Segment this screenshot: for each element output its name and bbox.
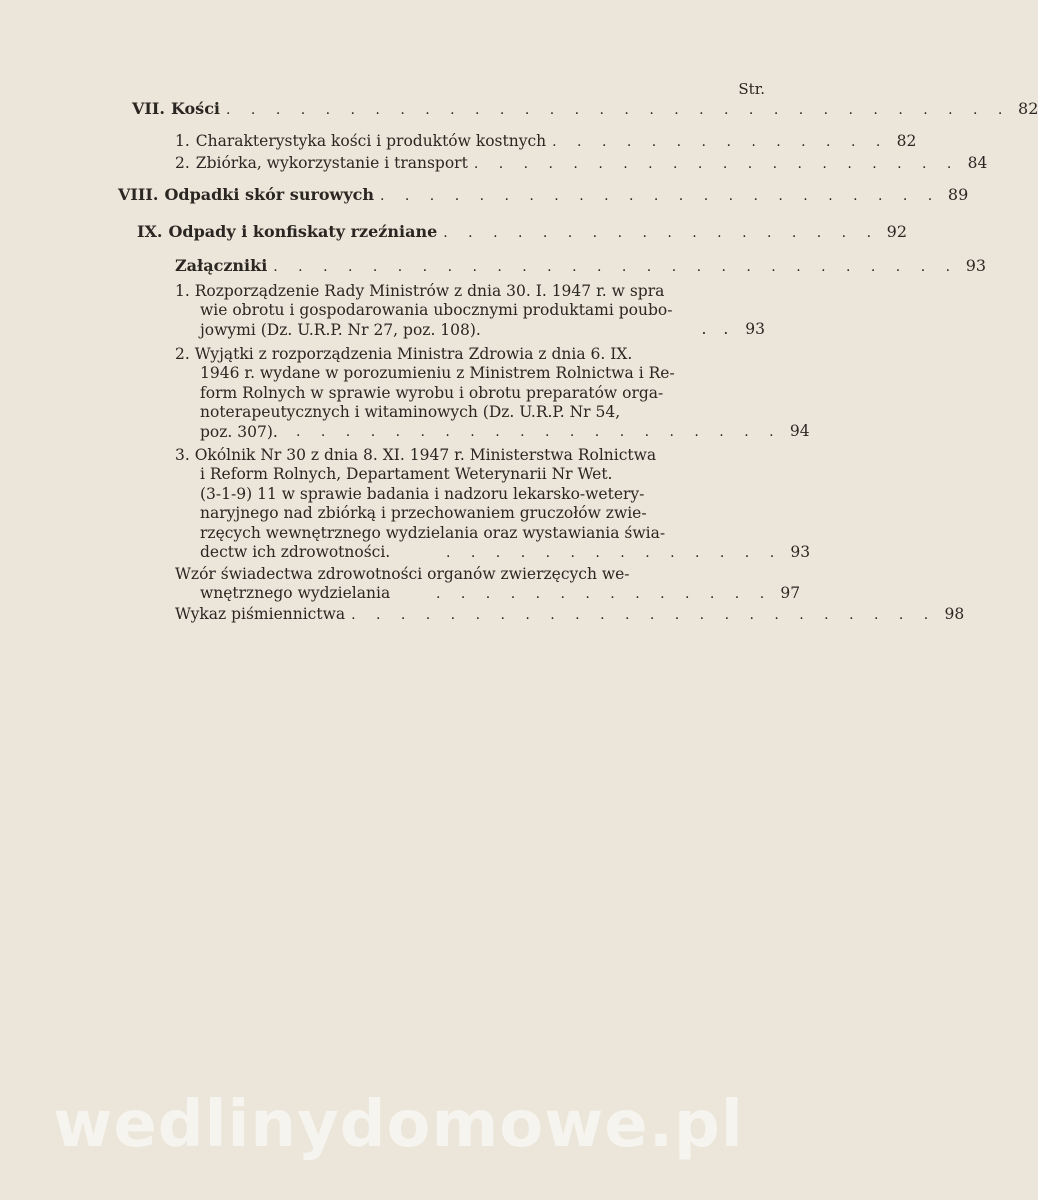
entry-line: dectw ich zdrowotności. xyxy=(200,543,391,562)
toc-entry-attachments xyxy=(175,256,987,277)
dot-leader: . . . . . . . . . . . . . . xyxy=(436,586,773,602)
item-title: Charakterystyka kości i produktów kostnych xyxy=(195,132,547,150)
item-title: Zbiórka, wykorzystanie i transport xyxy=(195,154,468,172)
toc-attachment-1 xyxy=(175,282,735,340)
page-number: 92 xyxy=(886,222,908,241)
entry-line: naryjnego nad zbiórką i przechowaniem gruczołów zwie- xyxy=(200,504,647,523)
entry-line: noterapeutycznych i witaminowych (Dz. U.R.P. Nr 54, xyxy=(200,403,621,422)
toc-entry-chapter-viii xyxy=(118,185,969,206)
item-number: 1. xyxy=(175,132,190,150)
watermark: wedlinydomowe.pl xyxy=(53,1088,744,1162)
entry-line: 1946 r. wydane w porozumieniu z Ministrem Rolnictwa i Re- xyxy=(200,364,675,383)
dot-leader: . . . . . . . . . . . . . . . . . . . . . . . . . . . . . . . . xyxy=(226,102,1011,118)
dot-leader: . . xyxy=(701,320,746,338)
entry-line: 3. Okólnik Nr 30 z dnia 8. XI. 1947 r. Ministerstwa Rolnictwa xyxy=(175,446,657,464)
attachment-3-page xyxy=(440,543,811,563)
entry-line: 2. Wyjątki z rozporządzenia Ministra Zdrowia z dnia 6. IX. xyxy=(175,345,633,363)
entry-line: (3-1-9) 11 w sprawie badania i nadzoru lekarsko-wetery- xyxy=(200,484,645,503)
wzor-page xyxy=(430,584,801,604)
page-number: 98 xyxy=(944,605,965,623)
entry-line: rzęcych wewnętrznego wydzielania oraz wystawiania świa- xyxy=(200,523,666,542)
entry-line: jowymi (Dz. U.R.P. Nr 27, poz. 108). xyxy=(200,320,481,339)
attachment-2-page xyxy=(290,422,810,442)
page-number: 89 xyxy=(947,185,969,204)
entry-line: poz. 307). xyxy=(200,422,278,441)
toc-entry-chapter-vii xyxy=(132,99,1038,120)
entry-line: form Rolnych w sprawie wyrobu i obrotu preparatów orga- xyxy=(200,383,664,402)
entry-line: Wzór świadectwa zdrowotności organów zwierzęcych we- xyxy=(175,565,630,583)
item-number: 2. xyxy=(175,154,190,172)
page-number: 93 xyxy=(790,543,811,561)
entry-line: i Reform Rolnych, Departament Weterynarii Nr Wet. xyxy=(200,465,613,484)
entry-title: Wykaz piśmiennictwa xyxy=(175,605,346,623)
attachment-1-page xyxy=(700,319,765,339)
dot-leader: . . . . . . . . . . . . . . . . . . xyxy=(443,225,880,241)
page-number: 82 xyxy=(1018,99,1038,118)
toc-entry-vii-2 xyxy=(175,154,988,174)
page-number: 84 xyxy=(967,154,988,172)
page-number: 94 xyxy=(789,422,810,440)
dot-leader: . . . . . . . . . . . . . . . . . . . . xyxy=(296,424,782,440)
dot-leader: . . . . . . . . . . . . . . . . . . . . . . . . . . . . xyxy=(273,259,959,275)
chapter-title: Odpadki skór surowych xyxy=(164,185,374,204)
toc-entry-chapter-ix xyxy=(137,222,908,243)
page-number: 93 xyxy=(745,320,765,338)
toc-entry-vii-1 xyxy=(175,132,917,152)
page-number: 97 xyxy=(780,584,801,602)
chapter-title: Kości xyxy=(170,99,221,118)
page-number: 93 xyxy=(965,256,987,275)
dot-leader: . . . . . . . . . . . . . . . . . . . . . . . xyxy=(380,188,941,204)
toc-entry-wykaz xyxy=(175,605,965,625)
section-title: Załączniki xyxy=(175,256,268,275)
chapter-number: VIII. xyxy=(118,185,159,204)
dot-leader: . . . . . . . . . . . . . . xyxy=(446,545,783,561)
page-number: 82 xyxy=(896,132,917,150)
dot-leader: . . . . . . . . . . . . . . xyxy=(552,134,889,150)
entry-line: wie obrotu i gospodarowania ubocznymi produktami poubo- xyxy=(200,301,673,320)
dot-leader: . . . . . . . . . . . . . . . . . . . . xyxy=(473,156,960,172)
entry-line: 1. Rozporządzenie Rady Ministrów z dnia 30. I. 1947 r. w spra xyxy=(175,282,665,300)
chapter-number: IX. xyxy=(137,222,163,241)
chapter-number: VII. xyxy=(132,99,165,118)
page-column-header: Str. xyxy=(738,80,765,98)
entry-line: wnętrznego wydzielania xyxy=(200,584,391,603)
chapter-title: Odpady i konfiskaty rzeźniane xyxy=(168,222,438,241)
dot-leader: . . . . . . . . . . . . . . . . . . . . . . . . xyxy=(351,607,937,623)
